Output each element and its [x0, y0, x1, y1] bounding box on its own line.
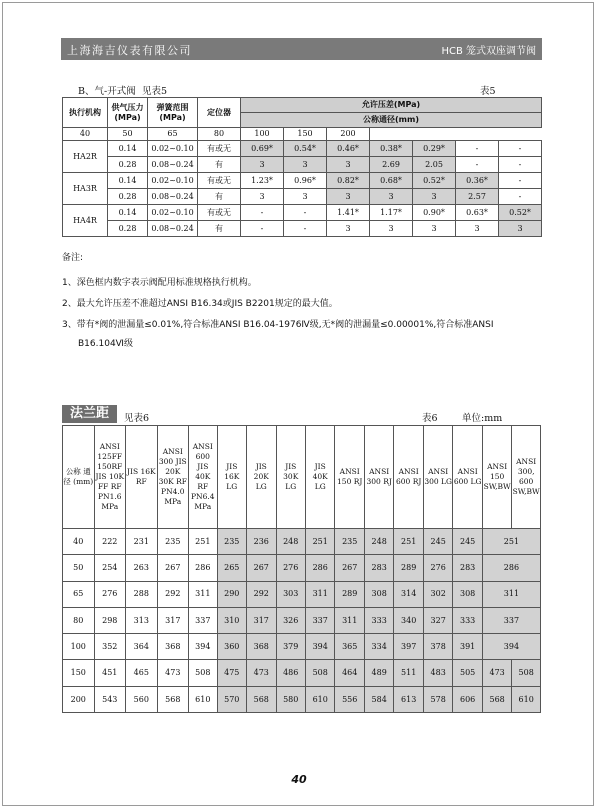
- allowable-diff-cell: 1.41*: [327, 205, 370, 221]
- allowable-diff-cell: -: [284, 221, 327, 237]
- allowable-diff-cell: 3: [413, 221, 456, 237]
- flange-standard-header: ANSI 300 JIS 20K 30K RF PN4.0 MPa: [157, 426, 189, 529]
- flange-distance-cell: 314: [394, 581, 423, 607]
- table6-label: 表6: [422, 413, 438, 424]
- flange-distance-cell: 290: [217, 581, 246, 607]
- flange-distance-cell: 265: [217, 555, 246, 581]
- note-3: 3、带有*阀的泄漏量≤0.01%,符合标准ANSI B16.04-1976Ⅳ级,无*阀的泄漏量≤0.00001%,符合标准ANSI: [62, 320, 494, 330]
- flange-distance-cell: 606: [453, 686, 482, 712]
- flange-distance-cell: 489: [364, 660, 393, 686]
- flange-distance-cell: 365: [335, 634, 364, 660]
- flange-distance-cell: 283: [453, 555, 482, 581]
- pressure-difference-table: [62, 97, 542, 237]
- allowable-diff-cell: 3: [456, 221, 499, 237]
- flange-distance-cell: 327: [423, 607, 452, 633]
- flange-distance-cell: 610: [189, 686, 217, 712]
- flange-distance-cell: 263: [126, 555, 158, 581]
- allowable-diff-cell: 2.57: [456, 189, 499, 205]
- positioner-cell: 有或无: [198, 141, 241, 157]
- flange-distance-cell: 556: [335, 686, 364, 712]
- flange-distance-cell: 368: [247, 634, 276, 660]
- positioner-cell: 有: [198, 189, 241, 205]
- allowable-diff-cell: 0.90*: [413, 205, 456, 221]
- allowable-diff-cell: 0.96*: [284, 173, 327, 189]
- flange-distance-cell: 580: [276, 686, 305, 712]
- flange-distance-cell: 465: [126, 660, 158, 686]
- dn-header-cell: 50: [108, 128, 148, 141]
- flange-standard-header: ANSI 300 LG: [423, 426, 452, 529]
- flange-distance-cell: 289: [394, 555, 423, 581]
- allowable-diff-cell: 3: [370, 189, 413, 205]
- allowable-diff-cell: 1.17*: [370, 205, 413, 221]
- actuator-model: HA2R: [63, 141, 108, 173]
- flange-distance-cell: 352: [94, 634, 126, 660]
- flange-standard-header: ANSI 300, 600 SW,BW: [512, 426, 541, 529]
- flange-distance-cell: 508: [189, 660, 217, 686]
- flange-distance-cell: 289: [335, 581, 364, 607]
- table-row: [63, 607, 541, 633]
- positioner-cell: 有或无: [198, 173, 241, 189]
- col-header-supply-pressure: 供气压力 (MPa): [108, 98, 148, 128]
- flange-distance-cell: 313: [126, 607, 158, 633]
- positioner-cell: 有或无: [198, 205, 241, 221]
- table-row: [63, 581, 541, 607]
- flange-standard-header: ANSI 600 JIS 40K RF PN6.4 MPa: [189, 426, 217, 529]
- allowable-diff-cell: 0.52*: [499, 205, 542, 221]
- supply-pressure-cell: 0.28: [108, 189, 148, 205]
- flange-standard-header: ANSI 150 SW,BW: [482, 426, 511, 529]
- flange-standard-header: ANSI 150 RJ: [335, 426, 364, 529]
- flange-distance-cell: 235: [335, 529, 364, 555]
- flange-distance-cell: 267: [247, 555, 276, 581]
- flange-distance-cell: 288: [126, 581, 158, 607]
- dn-header-cell: 100: [241, 128, 284, 141]
- flange-distance-cell: 578: [423, 686, 452, 712]
- positioner-cell: 有: [198, 157, 241, 173]
- product-name: HCB 笼式双座调节阀: [441, 46, 536, 57]
- flange-distance-merged-cell: 394: [482, 634, 540, 660]
- page-header: [61, 38, 542, 60]
- table5-label: 表5: [480, 86, 496, 97]
- table-row: [63, 173, 542, 189]
- table-row: [63, 141, 542, 157]
- flange-distance-cell: 333: [453, 607, 482, 633]
- flange-standard-header: ANSI 600 LG: [453, 426, 482, 529]
- flange-distance-cell: 302: [423, 581, 452, 607]
- col-header-allowable-diff: 允许压差(MPa): [241, 98, 542, 113]
- allowable-diff-cell: 0.82*: [327, 173, 370, 189]
- dn-header-cell: 40: [63, 128, 108, 141]
- flange-distance-cell: 570: [217, 686, 246, 712]
- allowable-diff-cell: -: [499, 141, 542, 157]
- allowable-diff-cell: 3: [327, 189, 370, 205]
- nominal-diameter-cell: 150: [63, 660, 95, 686]
- allowable-diff-cell: 0.68*: [370, 173, 413, 189]
- flange-distance-cell: 511: [394, 660, 423, 686]
- spring-range-cell: 0.08~0.24: [148, 157, 198, 173]
- allowable-diff-cell: 0.69*: [241, 141, 284, 157]
- flange-standard-header: JIS 30K LG: [276, 426, 305, 529]
- flange-distance-cell: 568: [247, 686, 276, 712]
- allowable-diff-cell: 1.23*: [241, 173, 284, 189]
- flange-distance-cell: 483: [423, 660, 452, 686]
- supply-pressure-cell: 0.28: [108, 221, 148, 237]
- flange-distance-cell: 292: [157, 581, 189, 607]
- flange-distance-merged-cell: 311: [482, 581, 540, 607]
- flange-distance-cell: 303: [276, 581, 305, 607]
- flange-distance-cell: 292: [247, 581, 276, 607]
- flange-distance-cell: 298: [94, 607, 126, 633]
- allowable-diff-cell: 3: [327, 221, 370, 237]
- flange-distance-cell: 473: [482, 660, 511, 686]
- actuator-model: HA4R: [63, 205, 108, 237]
- flange-standard-header: JIS 20K LG: [247, 426, 276, 529]
- allowable-diff-cell: 3: [284, 157, 327, 173]
- flange-distance-cell: 311: [305, 581, 334, 607]
- actuator-model: HA3R: [63, 173, 108, 205]
- flange-standard-header: ANSI 125FF 150RF JIS 10K FF RF PN1.6 MPa: [94, 426, 126, 529]
- flange-distance-cell: 397: [394, 634, 423, 660]
- table-row: [63, 529, 541, 555]
- allowable-diff-cell: -: [241, 205, 284, 221]
- section-see-ref: 见表5: [142, 86, 168, 97]
- nominal-diameter-cell: 40: [63, 529, 95, 555]
- flange-distance-cell: 508: [512, 660, 541, 686]
- flange-distance-cell: 236: [247, 529, 276, 555]
- flange-distance-merged-cell: 337: [482, 607, 540, 633]
- flange-distance-cell: 286: [189, 555, 217, 581]
- nominal-diameter-cell: 100: [63, 634, 95, 660]
- note-2: 2、最大允许压差不准超过ANSI B16.34或JIS B2201规定的最大值。: [62, 299, 338, 309]
- flange-distance-cell: 231: [126, 529, 158, 555]
- col-header-spring-range: 弹簧范围 (MPa): [148, 98, 198, 128]
- flange-distance-cell: 267: [157, 555, 189, 581]
- dn-header-cell: 65: [148, 128, 198, 141]
- supply-pressure-cell: 0.14: [108, 205, 148, 221]
- allowable-diff-cell: 3: [499, 221, 542, 237]
- flange-distance-cell: 378: [423, 634, 452, 660]
- positioner-cell: 有: [198, 221, 241, 237]
- flange-distance-cell: 251: [305, 529, 334, 555]
- nominal-diameter-cell: 80: [63, 607, 95, 633]
- flange-distance-cell: 360: [217, 634, 246, 660]
- flange-distance-cell: 337: [305, 607, 334, 633]
- flange-distance-cell: 245: [423, 529, 452, 555]
- allowable-diff-cell: 3: [241, 157, 284, 173]
- spring-range-cell: 0.08~0.24: [148, 189, 198, 205]
- table-row: [63, 660, 541, 686]
- col-header-nominal-diameter: 公称通径(mm): [241, 113, 542, 128]
- nominal-diameter-cell: 200: [63, 686, 95, 712]
- flange-distance-cell: 276: [423, 555, 452, 581]
- table-row: [63, 686, 541, 712]
- table-row: [63, 555, 541, 581]
- flange-distance-cell: 251: [394, 529, 423, 555]
- allowable-diff-cell: 2.05: [413, 157, 456, 173]
- flange-distance-cell: 340: [394, 607, 423, 633]
- dn-header-cell: 80: [198, 128, 241, 141]
- flange-standard-header: JIS 16K LG: [217, 426, 246, 529]
- allowable-diff-cell: -: [499, 173, 542, 189]
- flange-distance-cell: 317: [247, 607, 276, 633]
- allowable-diff-cell: -: [456, 157, 499, 173]
- flange-distance-cell: 464: [335, 660, 364, 686]
- col-header-positioner: 定位器: [198, 98, 241, 128]
- flange-distance-cell: 568: [157, 686, 189, 712]
- note-3-continued: B16.104Ⅵ级: [78, 339, 133, 349]
- flange-distance-cell: 368: [157, 634, 189, 660]
- flange-distance-cell: 508: [305, 660, 334, 686]
- flange-standard-header: ANSI 600 RJ: [394, 426, 423, 529]
- flange-distance-cell: 568: [482, 686, 511, 712]
- flange-distance-cell: 267: [335, 555, 364, 581]
- flange-distance-cell: 276: [94, 581, 126, 607]
- allowable-diff-cell: 3: [284, 189, 327, 205]
- supply-pressure-cell: 0.28: [108, 157, 148, 173]
- section-title-b: B、气-开式阀: [78, 86, 136, 97]
- flange-distance-cell: 311: [189, 581, 217, 607]
- allowable-diff-cell: 3: [413, 189, 456, 205]
- flange-distance-cell: 560: [126, 686, 158, 712]
- flange-distance-cell: 276: [276, 555, 305, 581]
- col-header-nominal-diameter: 公称 通径 (mm): [63, 426, 95, 529]
- flange-see-ref: 见表6: [124, 413, 150, 424]
- dn-header-cell: 150: [284, 128, 327, 141]
- flange-distance-cell: 610: [512, 686, 541, 712]
- allowable-diff-cell: -: [241, 221, 284, 237]
- flange-distance-cell: 308: [453, 581, 482, 607]
- nominal-diameter-cell: 65: [63, 581, 95, 607]
- allowable-diff-cell: 3: [241, 189, 284, 205]
- flange-distance-cell: 584: [364, 686, 393, 712]
- flange-distance-cell: 317: [157, 607, 189, 633]
- spring-range-cell: 0.02~0.10: [148, 205, 198, 221]
- flange-distance-cell: 364: [126, 634, 158, 660]
- flange-distance-cell: 248: [276, 529, 305, 555]
- col-header-actuator: 执行机构: [63, 98, 108, 128]
- table-row: [63, 221, 542, 237]
- spring-range-cell: 0.02~0.10: [148, 173, 198, 189]
- allowable-diff-cell: 0.63*: [456, 205, 499, 221]
- flange-standard-header: ANSI 300 RJ: [364, 426, 393, 529]
- flange-distance-cell: 235: [217, 529, 246, 555]
- flange-distance-cell: 505: [453, 660, 482, 686]
- flange-distance-cell: 334: [364, 634, 393, 660]
- spring-range-cell: 0.02~0.10: [148, 141, 198, 157]
- note-1: 1、深色框内数字表示阀配用标准规格执行机构。: [62, 278, 257, 288]
- flange-distance-cell: 391: [453, 634, 482, 660]
- supply-pressure-cell: 0.14: [108, 173, 148, 189]
- flange-distance-cell: 451: [94, 660, 126, 686]
- table-row: [63, 157, 542, 173]
- flange-distance-cell: 394: [189, 634, 217, 660]
- allowable-diff-cell: 3: [370, 221, 413, 237]
- table-row: [63, 634, 541, 660]
- flange-distance-cell: 283: [364, 555, 393, 581]
- table-row: [63, 189, 542, 205]
- nominal-diameter-cell: 50: [63, 555, 95, 581]
- flange-distance-merged-cell: 251: [482, 529, 540, 555]
- allowable-diff-cell: 3: [327, 157, 370, 173]
- flange-distance-cell: 379: [276, 634, 305, 660]
- allowable-diff-cell: -: [499, 189, 542, 205]
- flange-distance-cell: 311: [335, 607, 364, 633]
- allowable-diff-cell: -: [499, 157, 542, 173]
- dn-header-cell: 200: [327, 128, 370, 141]
- supply-pressure-cell: 0.14: [108, 141, 148, 157]
- allowable-diff-cell: 0.38*: [370, 141, 413, 157]
- flange-distance-cell: 475: [217, 660, 246, 686]
- flange-distance-cell: 245: [453, 529, 482, 555]
- flange-distance-cell: 337: [189, 607, 217, 633]
- flange-distance-cell: 326: [276, 607, 305, 633]
- flange-standard-header: JIS 16K RF: [126, 426, 158, 529]
- flange-distance-cell: 473: [247, 660, 276, 686]
- flange-distance-cell: 543: [94, 686, 126, 712]
- allowable-diff-cell: 0.29*: [413, 141, 456, 157]
- flange-distance-cell: 333: [364, 607, 393, 633]
- allowable-diff-cell: 2.69: [370, 157, 413, 173]
- flange-distance-table: [62, 425, 541, 713]
- flange-distance-cell: 286: [305, 555, 334, 581]
- flange-distance-cell: 248: [364, 529, 393, 555]
- flange-distance-cell: 394: [305, 634, 334, 660]
- flange-distance-cell: 235: [157, 529, 189, 555]
- flange-distance-cell: 486: [276, 660, 305, 686]
- allowable-diff-cell: 0.36*: [456, 173, 499, 189]
- flange-distance-cell: 222: [94, 529, 126, 555]
- flange-section-title: 法兰距: [62, 405, 117, 423]
- allowable-diff-cell: 0.52*: [413, 173, 456, 189]
- flange-distance-cell: 610: [305, 686, 334, 712]
- allowable-diff-cell: 0.54*: [284, 141, 327, 157]
- company-name: 上海海吉仪表有限公司: [67, 44, 192, 57]
- flange-distance-cell: 310: [217, 607, 246, 633]
- allowable-diff-cell: -: [284, 205, 327, 221]
- spring-range-cell: 0.08~0.24: [148, 221, 198, 237]
- allowable-diff-cell: -: [456, 141, 499, 157]
- flange-distance-merged-cell: 286: [482, 555, 540, 581]
- unit-label: 单位:mm: [462, 413, 503, 424]
- flange-distance-cell: 251: [189, 529, 217, 555]
- table-row: [63, 205, 542, 221]
- flange-distance-cell: 254: [94, 555, 126, 581]
- flange-distance-cell: 613: [394, 686, 423, 712]
- allowable-diff-cell: 0.46*: [327, 141, 370, 157]
- notes-heading: 备注:: [62, 253, 84, 263]
- flange-standard-header: JIS 40K LG: [305, 426, 334, 529]
- flange-distance-cell: 308: [364, 581, 393, 607]
- flange-distance-cell: 473: [157, 660, 189, 686]
- page-number: 40: [291, 773, 307, 786]
